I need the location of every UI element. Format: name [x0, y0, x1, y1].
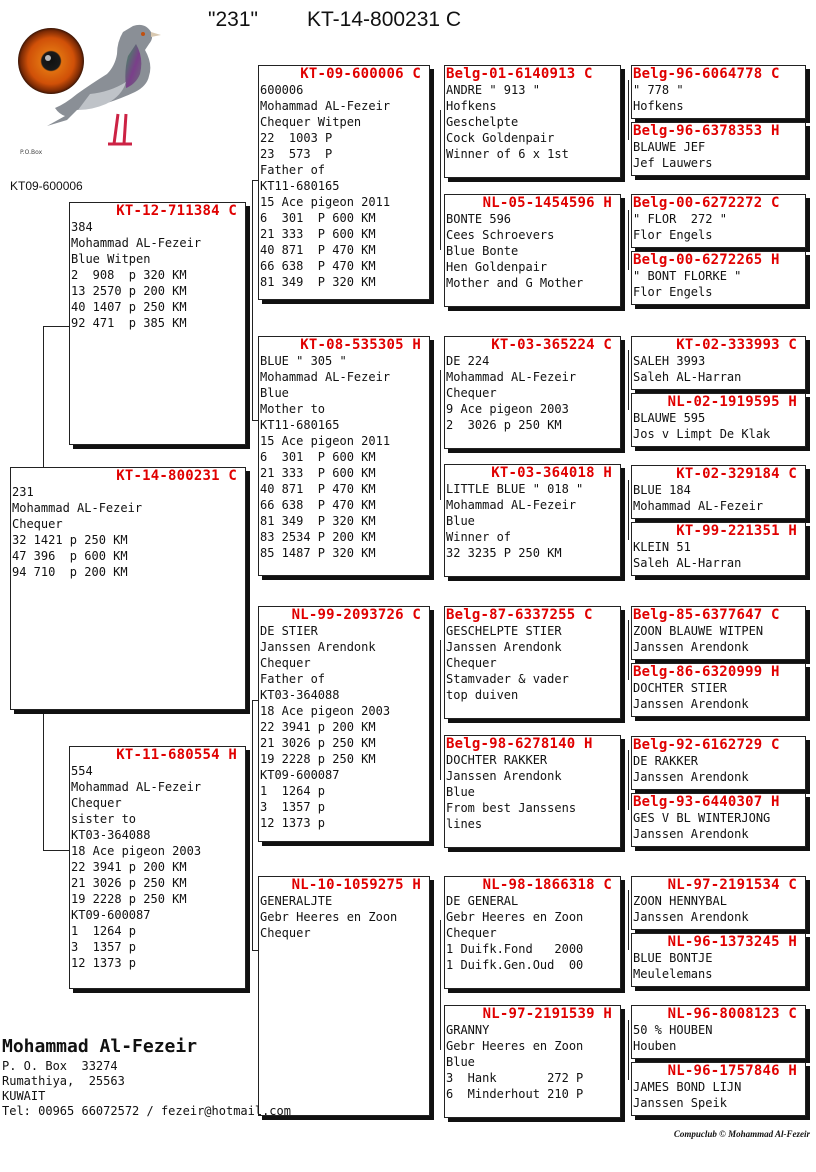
pedigree-card-sdd	[444, 464, 621, 577]
pedigree-line: Chequer Witpen	[260, 115, 362, 129]
ring-number: KT-03-365224 C	[491, 337, 612, 353]
pedigree-line: ZOON BLAUWE WITPEN	[633, 624, 764, 638]
pedigree-card-sire-sire	[258, 65, 430, 300]
pedigree-line: 6 301 P 600 KM	[260, 211, 376, 225]
pedigree-line: 50 % HOUBEN	[633, 1023, 713, 1037]
pedigree-line: DE RAKKER	[633, 754, 699, 768]
pedigree-line: Hofkens	[446, 99, 497, 113]
pedigree-line: " 778 "	[633, 83, 684, 97]
connector-line	[440, 640, 441, 780]
pedigree-line: 81 349 P 320 KM	[260, 514, 376, 528]
pedigree-line: 231	[12, 485, 34, 499]
ring-number: NL-10-1059275 H	[291, 877, 421, 893]
pedigree-line: KT09-600087	[260, 768, 340, 782]
pedigree-line: Chequer	[260, 926, 311, 940]
connector-line	[252, 700, 253, 950]
pedigree-line: DOCHTER RAKKER	[446, 753, 548, 767]
pedigree-line: Saleh AL-Harran	[633, 556, 742, 570]
pedigree-line: LITTLE BLUE " 018 "	[446, 482, 584, 496]
pedigree-line: ANDRE " 913 "	[446, 83, 540, 97]
pedigree-line: Janssen Arendonk	[633, 640, 749, 654]
pedigree-line: Winner of 6 x 1st	[446, 147, 569, 161]
pedigree-line: 66 638 P 470 KM	[260, 498, 376, 512]
pedigree-line: Blue Witpen	[71, 252, 151, 266]
ring-number: KT-99-221351 H	[676, 523, 797, 539]
connector-line	[628, 750, 629, 810]
pedigree-card-g4-1	[631, 65, 806, 119]
owner-phone-email: Tel: 00965 66072572 / fezeir@hotmail.com	[2, 1104, 291, 1118]
pedigree-line: Houben	[633, 1039, 677, 1053]
pedigree-line: 15 Ace pigeon 2011	[260, 195, 391, 209]
connector-line	[43, 326, 71, 327]
pedigree-line: Stamvader & vader	[446, 672, 569, 686]
pedigree-line: Father of	[260, 672, 326, 686]
pedigree-line: Meulelemans	[633, 967, 713, 981]
header-pigeon-name: "231"	[208, 8, 258, 31]
bird-photo	[18, 14, 168, 164]
pedigree-card-dam	[69, 746, 246, 989]
header-ring-number: KT-14-800231 C	[307, 8, 462, 31]
pedigree-line: Blue	[260, 386, 289, 400]
ring-number: KT-12-711384 C	[116, 203, 237, 219]
ring-number: NL-05-1454596 H	[482, 195, 612, 211]
pedigree-card-g4-11	[631, 736, 806, 790]
pedigree-line: Mother and G Mother	[446, 276, 584, 290]
pedigree-line: 32 3235 P 250 KM	[446, 546, 562, 560]
pedigree-line: 22 3941 p 200 KM	[260, 720, 376, 734]
ring-number: NL-97-2191534 C	[667, 877, 797, 893]
pedigree-line: DE STIER	[260, 624, 318, 638]
pedigree-line: Hofkens	[633, 99, 684, 113]
ring-number: NL-98-1866318 C	[482, 877, 612, 893]
pedigree-line: Mohammad AL-Fezeir	[446, 370, 577, 384]
pedigree-card-g4-5	[631, 336, 806, 390]
pedigree-card-g4-3	[631, 194, 806, 248]
pedigree-line: 9 Ace pigeon 2003	[446, 402, 569, 416]
ring-number: Belg-96-6378353 H	[633, 123, 780, 139]
pedigree-line: DE GENERAL	[446, 894, 519, 908]
ring-number: Belg-93-6440307 H	[633, 794, 780, 810]
ring-number: Belg-96-6064778 C	[633, 66, 780, 82]
pedigree-line: Janssen Arendonk	[633, 697, 749, 711]
pedigree-line: GENERALJTE	[260, 894, 333, 908]
pedigree-line: Flor Engels	[633, 228, 713, 242]
connector-line	[628, 890, 629, 950]
pedigree-line: Flor Engels	[633, 285, 713, 299]
pedigree-line: Janssen Arendonk	[633, 770, 749, 784]
pedigree-card-g4-2	[631, 122, 806, 176]
pedigree-line: Gebr Heeres en Zoon	[446, 910, 584, 924]
pedigree-line: 2 908 p 320 KM	[71, 268, 187, 282]
ring-number: KT-11-680554 H	[116, 747, 237, 763]
pedigree-line: 22 3941 p 200 KM	[71, 860, 187, 874]
pedigree-line: GESCHELPTE STIER	[446, 624, 562, 638]
pedigree-line: 92 471 p 385 KM	[71, 316, 187, 330]
pedigree-card-g4-10	[631, 663, 806, 717]
pedigree-line: BLAUWE 595	[633, 411, 706, 425]
pedigree-line: Cees Schroevers	[446, 228, 555, 242]
pedigree-line: SALEH 3993	[633, 354, 706, 368]
pedigree-line: 600006	[260, 83, 304, 97]
connector-line	[628, 350, 629, 410]
ring-number: NL-02-1919595 H	[667, 394, 797, 410]
pedigree-line: Blue Bonte	[446, 244, 519, 258]
pedigree-line: KT11-680165	[260, 179, 340, 193]
pedigree-line: BLUE BONTJE	[633, 951, 713, 965]
pedigree-line: Chequer	[446, 926, 497, 940]
pedigree-line: Mohammad AL-Fezeir	[71, 780, 202, 794]
pedigree-line: 1 1264 p	[260, 784, 326, 798]
ring-number: Belg-86-6320999 H	[633, 664, 780, 680]
ring-number: Belg-92-6162729 C	[633, 737, 780, 753]
ring-number: Belg-00-6272272 C	[633, 195, 780, 211]
pedigree-line: 81 349 P 320 KM	[260, 275, 376, 289]
pedigree-card-ddd	[444, 1005, 621, 1118]
pedigree-line: 83 2534 P 200 KM	[260, 530, 376, 544]
pedigree-card-g4-9	[631, 606, 806, 660]
connector-line	[628, 620, 629, 680]
pedigree-line: 18 Ace pigeon 2003	[71, 844, 202, 858]
pedigree-line: GES V BL WINTERJONG	[633, 811, 771, 825]
pedigree-line: Mohammad AL-Fezeir	[446, 498, 577, 512]
ring-number: Belg-85-6377647 C	[633, 607, 780, 623]
ring-number: NL-96-8008123 C	[667, 1006, 797, 1022]
pedigree-card-g4-6	[631, 393, 806, 447]
pedigree-line: BLUE " 305 "	[260, 354, 347, 368]
connector-line	[628, 480, 629, 540]
pedigree-line: Mohammad AL-Fezeir	[633, 499, 764, 513]
pedigree-line: Hen Goldenpair	[446, 260, 548, 274]
ring-number: NL-97-2191539 H	[482, 1006, 612, 1022]
eye-icon	[18, 28, 84, 94]
pedigree-line: BLUE 184	[633, 483, 691, 497]
pedigree-line: " BONT FLORKE "	[633, 269, 742, 283]
pedigree-line: Cock Goldenpair	[446, 131, 555, 145]
pedigree-line: Blue	[446, 785, 475, 799]
pedigree-line: 21 3026 p 250 KM	[260, 736, 376, 750]
connector-line	[43, 326, 44, 471]
pedigree-line: 3 Hank 272 P	[446, 1071, 584, 1085]
connector-line	[440, 370, 441, 500]
ring-number: Belg-87-6337255 C	[446, 607, 593, 623]
pedigree-line: Janssen Arendonk	[633, 827, 749, 841]
pedigree-card-dds	[444, 876, 621, 989]
pedigree-line: Mohammad AL-Fezeir	[260, 370, 391, 384]
pedigree-card-g4-15	[631, 1005, 806, 1059]
pedigree-line: 1 Duifk.Fond 2000	[446, 942, 584, 956]
ring-number: Belg-01-6140913 C	[446, 66, 593, 82]
pedigree-card-g4-14	[631, 933, 806, 987]
connector-line	[628, 210, 629, 270]
pedigree-line: DOCHTER STIER	[633, 681, 727, 695]
ring-number: NL-96-1373245 H	[667, 934, 797, 950]
pedigree-line: Blue	[446, 1055, 475, 1069]
connector-line	[252, 180, 253, 420]
pedigree-line: 40 1407 p 250 KM	[71, 300, 187, 314]
connector-line	[43, 850, 71, 851]
pedigree-line: Chequer	[12, 517, 63, 531]
pedigree-line: Geschelpte	[446, 115, 519, 129]
pedigree-line: 19 2228 p 250 KM	[71, 892, 187, 906]
pedigree-line: BONTE 596	[446, 212, 512, 226]
pedigree-line: 21 333 P 600 KM	[260, 227, 376, 241]
pedigree-line: 6 Minderhout 210 P	[446, 1087, 584, 1101]
pedigree-line: 22 1003 P	[260, 131, 333, 145]
pedigree-line: 21 333 P 600 KM	[260, 466, 376, 480]
ring-number: Belg-00-6272265 H	[633, 252, 780, 268]
pedigree-line: 85 1487 P 320 KM	[260, 546, 376, 560]
pedigree-card-g4-16	[631, 1062, 806, 1116]
pedigree-line: " FLOR 272 "	[633, 212, 727, 226]
pedigree-line: Janssen Arendonk	[633, 910, 749, 924]
pedigree-line: Chequer	[446, 656, 497, 670]
pedigree-line: Saleh AL-Harran	[633, 370, 742, 384]
pedigree-line: Father of	[260, 163, 326, 177]
pedigree-line: KT03-364088	[260, 688, 340, 702]
connector-line	[628, 1020, 629, 1080]
pedigree-line: BLAUWE JEF	[633, 140, 706, 154]
pedigree-line: 1 Duifk.Gen.Oud 00	[446, 958, 584, 972]
pedigree-line: 23 573 P	[260, 147, 333, 161]
pedigree-card-dsd	[444, 735, 621, 848]
connector-line	[43, 710, 44, 850]
pedigree-line: 21 3026 p 250 KM	[71, 876, 187, 890]
pedigree-line: lines	[446, 817, 483, 831]
svg-text:P.O.Box: P.O.Box	[20, 149, 43, 156]
pedigree-card-sss	[444, 65, 621, 178]
ring-number: Belg-98-6278140 H	[446, 736, 593, 752]
pedigree-line: 1 1264 p	[71, 924, 137, 938]
pedigree-card-dam-sire	[258, 606, 430, 842]
ring-number: NL-99-2093726 C	[291, 607, 421, 623]
ring-number: KT-02-329184 C	[676, 466, 797, 482]
pedigree-line: Winner of	[446, 530, 512, 544]
pedigree-line: Mother to	[260, 402, 326, 416]
pedigree-card-g4-12	[631, 793, 806, 847]
pedigree-line: top duiven	[446, 688, 519, 702]
photo-caption: KT09-600006	[10, 179, 83, 193]
pedigree-line: 554	[71, 764, 93, 778]
owner-address-line: P. O. Box 33274	[2, 1059, 118, 1073]
pedigree-line: KT03-364088	[71, 828, 151, 842]
pedigree-line: Blue	[446, 514, 475, 528]
pedigree-line: 40 871 P 470 KM	[260, 243, 376, 257]
pedigree-line: 15 Ace pigeon 2011	[260, 434, 391, 448]
pedigree-line: DE 224	[446, 354, 490, 368]
pedigree-line: 384	[71, 220, 93, 234]
ring-number: NL-96-1757846 H	[667, 1063, 797, 1079]
pedigree-card-sds	[444, 336, 621, 449]
footer-credit: Compuclub © Mohammad Al-Fezeir	[673, 1129, 810, 1139]
pedigree-line: Mohammad AL-Fezeir	[71, 236, 202, 250]
pedigree-line: 12 1373 p	[71, 956, 137, 970]
pedigree-card-sire	[69, 202, 246, 445]
pedigree-line: GRANNY	[446, 1023, 490, 1037]
pedigree-line: Janssen Arendonk	[446, 769, 562, 783]
pedigree-line: 47 396 p 600 KM	[12, 549, 128, 563]
pedigree-line: KT09-600087	[71, 908, 151, 922]
pedigree-line: 94 710 p 200 KM	[12, 565, 128, 579]
pedigree-line: Gebr Heeres en Zoon	[446, 1039, 584, 1053]
pedigree-line: sister to	[71, 812, 137, 826]
owner-name: Mohammad Al-Fezeir	[2, 1036, 198, 1057]
pedigree-card-ssd	[444, 194, 621, 307]
owner-address-line: Rumathiya, 25563	[2, 1074, 125, 1088]
pedigree-line: Chequer	[71, 796, 122, 810]
connector-line	[440, 110, 441, 250]
pedigree-line: From best Janssens	[446, 801, 577, 815]
pedigree-line: 18 Ace pigeon 2003	[260, 704, 391, 718]
pedigree-card-dss	[444, 606, 621, 719]
pedigree-line: 19 2228 p 250 KM	[260, 752, 376, 766]
pedigree-line: Janssen Arendonk	[446, 640, 562, 654]
pedigree-line: Jef Lauwers	[633, 156, 713, 170]
pedigree-line: Chequer	[446, 386, 497, 400]
connector-line	[440, 920, 441, 1050]
pedigree-card-g4-7	[631, 465, 806, 519]
pedigree-line: Chequer	[260, 656, 311, 670]
pedigree-line: JAMES BOND LIJN	[633, 1080, 742, 1094]
pedigree-line: Mohammad AL-Fezeir	[260, 99, 391, 113]
pedigree-line: 3 1357 p	[260, 800, 326, 814]
pedigree-card-g4-4	[631, 251, 806, 305]
ring-number: KT-09-600006 C	[300, 66, 421, 82]
ring-number: KT-14-800231 C	[116, 468, 237, 484]
ring-number: KT-02-333993 C	[676, 337, 797, 353]
pedigree-line: 3 1357 p	[71, 940, 137, 954]
pedigree-line: 66 638 P 470 KM	[260, 259, 376, 273]
pedigree-line: Gebr Heeres en Zoon	[260, 910, 398, 924]
pedigree-line: Janssen Arendonk	[260, 640, 376, 654]
pedigree-line: 13 2570 p 200 KM	[71, 284, 187, 298]
pedigree-card-g4-8	[631, 522, 806, 576]
connector-line	[628, 80, 629, 140]
pedigree-line: 2 3026 p 250 KM	[446, 418, 562, 432]
pedigree-line: 12 1373 p	[260, 816, 326, 830]
pedigree-line: KLEIN 51	[633, 540, 691, 554]
pedigree-card-sire-dam	[258, 336, 430, 576]
pedigree-line: Mohammad AL-Fezeir	[12, 501, 143, 515]
pedigree-line: 6 301 P 600 KM	[260, 450, 376, 464]
pedigree-line: Jos v Limpt De Klak	[633, 427, 771, 441]
owner-contact	[2, 1035, 291, 1119]
pedigree-line: 40 871 P 470 KM	[260, 482, 376, 496]
ring-number: KT-03-364018 H	[491, 465, 612, 481]
pedigree-line: ZOON HENNYBAL	[633, 894, 727, 908]
pedigree-line: KT11-680165	[260, 418, 340, 432]
pedigree-line: 32 1421 p 250 KM	[12, 533, 128, 547]
pedigree-card-subject	[10, 467, 246, 710]
ring-number: KT-08-535305 H	[300, 337, 421, 353]
owner-address-line: KUWAIT	[2, 1089, 46, 1103]
pedigree-card-g4-13	[631, 876, 806, 930]
pedigree-line: Janssen Speik	[633, 1096, 727, 1110]
